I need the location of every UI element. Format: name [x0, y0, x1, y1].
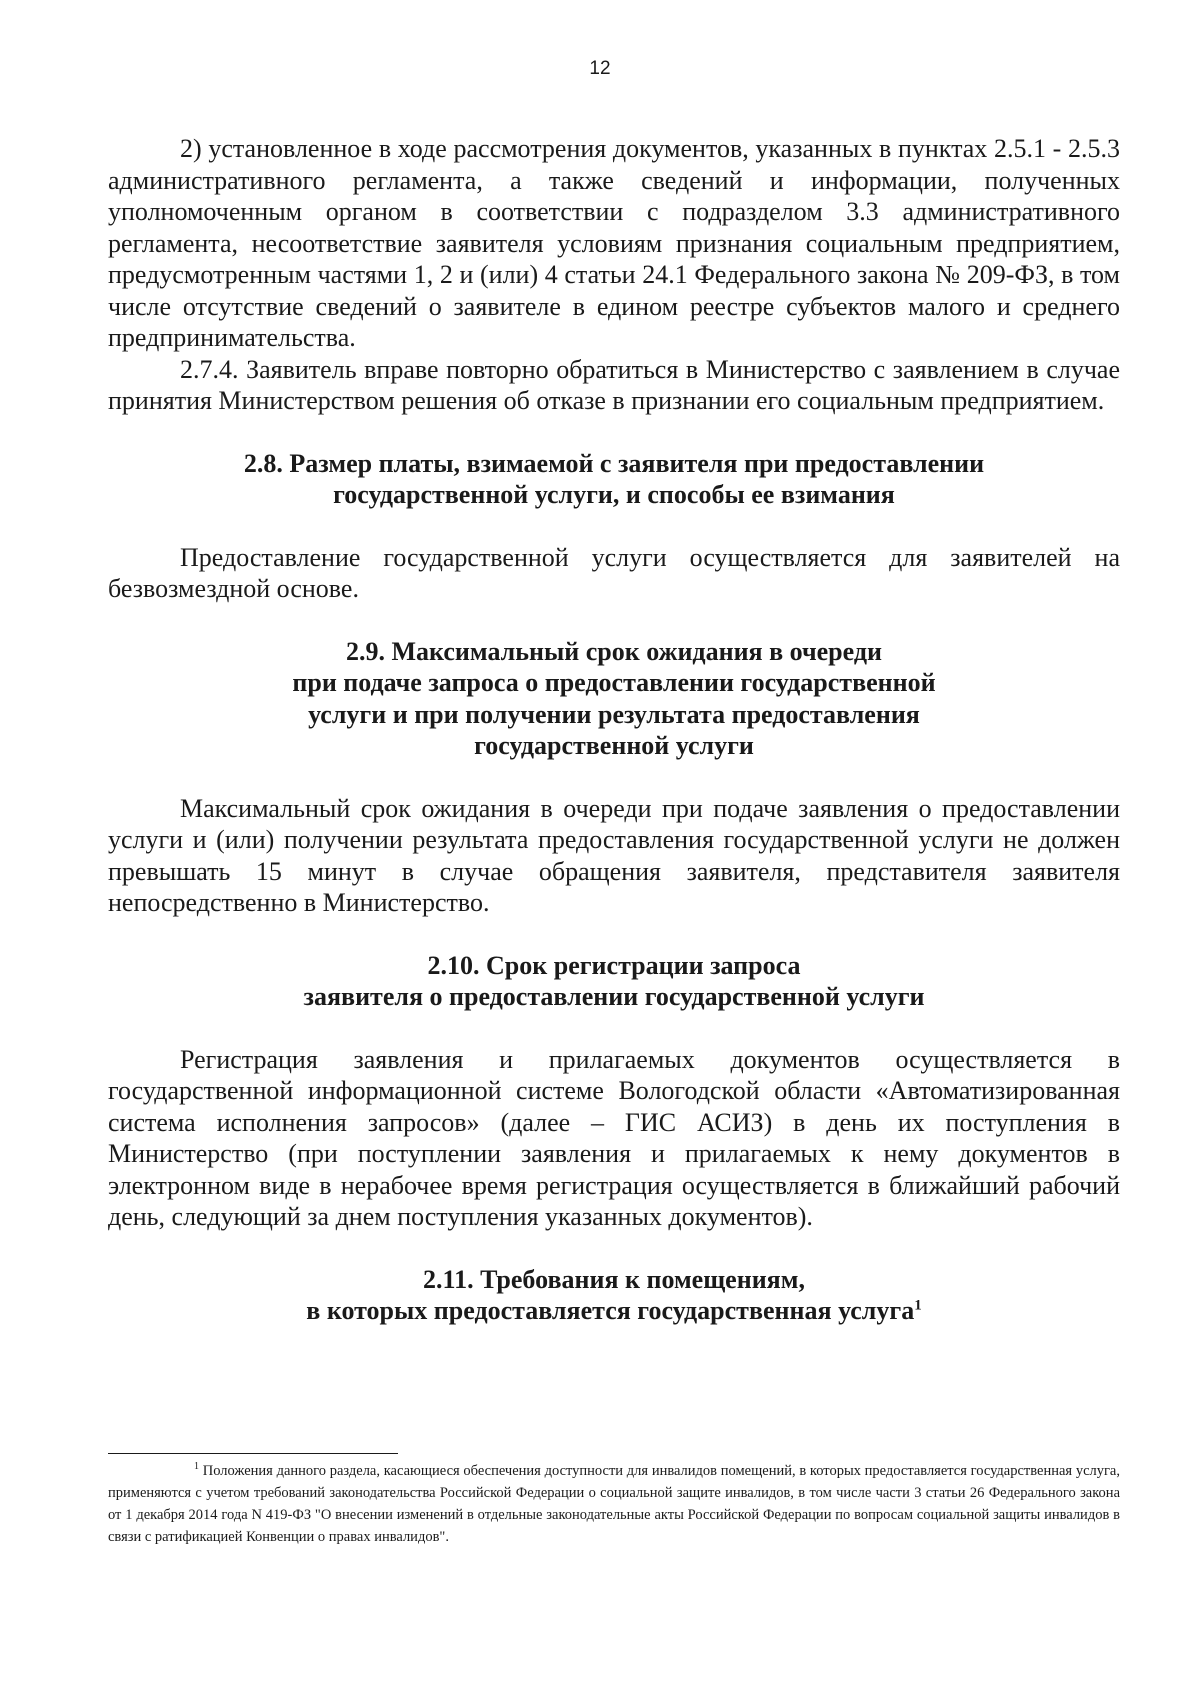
heading-line: при подаче запроса о предоставлении государственной [292, 668, 936, 697]
heading-2-9 [108, 636, 1120, 762]
heading-line: 2.9. Максимальный срок ожидания в очереди [346, 636, 882, 666]
heading-2-8 [108, 448, 1120, 511]
footnote-text: Положения данного раздела, касающиеся обеспечения доступности для инвалидов помещений, в которых предоставляется государственная услуга, применяются с учетом требований законодательства Российской Федерации о социальной защите инвалидов, в том числе части 3 статьи 26 Федерального закона от 1 декабря 2014 года N 419-ФЗ "О внесении изменений в отдельные законодательные акты Российской Федерации по вопросам социальной защиты инвалидов в связи с ратификацией Конвенции о правах инвалидов". [108, 1463, 1120, 1545]
paragraph-2-7-4: 2.7.4. Заявитель вправе повторно обратиться в Министерство с заявлением в случае принятия Министерством решения об отказе в признании его социальным предприятием. [108, 354, 1120, 415]
footnote-mark: 1 [194, 1461, 199, 1473]
heading-2-11 [108, 1264, 1120, 1327]
paragraph-2-10: Регистрация заявления и прилагаемых документов осуществляется в государственной информационной системе Вологодской области «Автоматизированная система исполнения запросов» (далее – ГИС АСИЗ) в день их поступления в Министерство (при поступлении заявления и прилагаемых к нему документов в электронном виде в нерабочее время регистрация осуществляется в ближайший рабочий день, следующий за днем поступления указанных документов). [108, 1044, 1120, 1231]
footnote-reference[interactable]: 1 [914, 1297, 922, 1314]
document-body [108, 133, 1120, 1327]
heading-line: 2.8. Размер платы, взимаемой с заявителя при предоставлении [243, 448, 985, 478]
footnote [108, 1460, 1120, 1548]
heading-line-text: в которых предоставляется государственная услуга [306, 1296, 915, 1325]
paragraph-item-2: 2) установленное в ходе рассмотрения документов, указанных в пунктах 2.5.1 - 2.5.3 административного регламента, а также сведений и информации, полученных уполномоченным органом в соответствии с подразделом 3.3 административного регламента, несоответствие заявителя условиям признания социальным предприятием, предусмотренным частями 1, 2 и (или) 4 статьи 24.1 Федерального закона № 209-ФЗ, в том числе отсутствие сведений о заявителе в едином реестре субъектов малого и среднего предпринимательства. [108, 134, 1120, 352]
heading-line: 2.10. Срок регистрации запроса [427, 950, 801, 980]
paragraph-2-9: Максимальный срок ожидания в очереди при подаче заявления о предоставлении услуги и (или) получении результата предоставления государственной услуги не должен превышать 15 минут в случае обращения заявителя, представителя заявителя непосредственно в Министерство. [108, 793, 1120, 917]
heading-line: 2.11. Требования к помещениям, [423, 1264, 805, 1294]
page-number: 12 [589, 58, 611, 79]
heading-line: заявителя о предоставлении государственной услуги [303, 982, 925, 1011]
heading-line [108, 1295, 1120, 1327]
footnote-separator [108, 1453, 398, 1454]
heading-line: государственной услуги [474, 731, 754, 760]
heading-2-10 [108, 950, 1120, 1013]
heading-line: государственной услуги, и способы ее взимания [333, 480, 895, 509]
paragraph-2-8: Предоставление государственной услуги осуществляется для заявителей на безвозмездной основе. [108, 542, 1120, 603]
heading-line: услуги и при получении результата предоставления [308, 699, 920, 729]
